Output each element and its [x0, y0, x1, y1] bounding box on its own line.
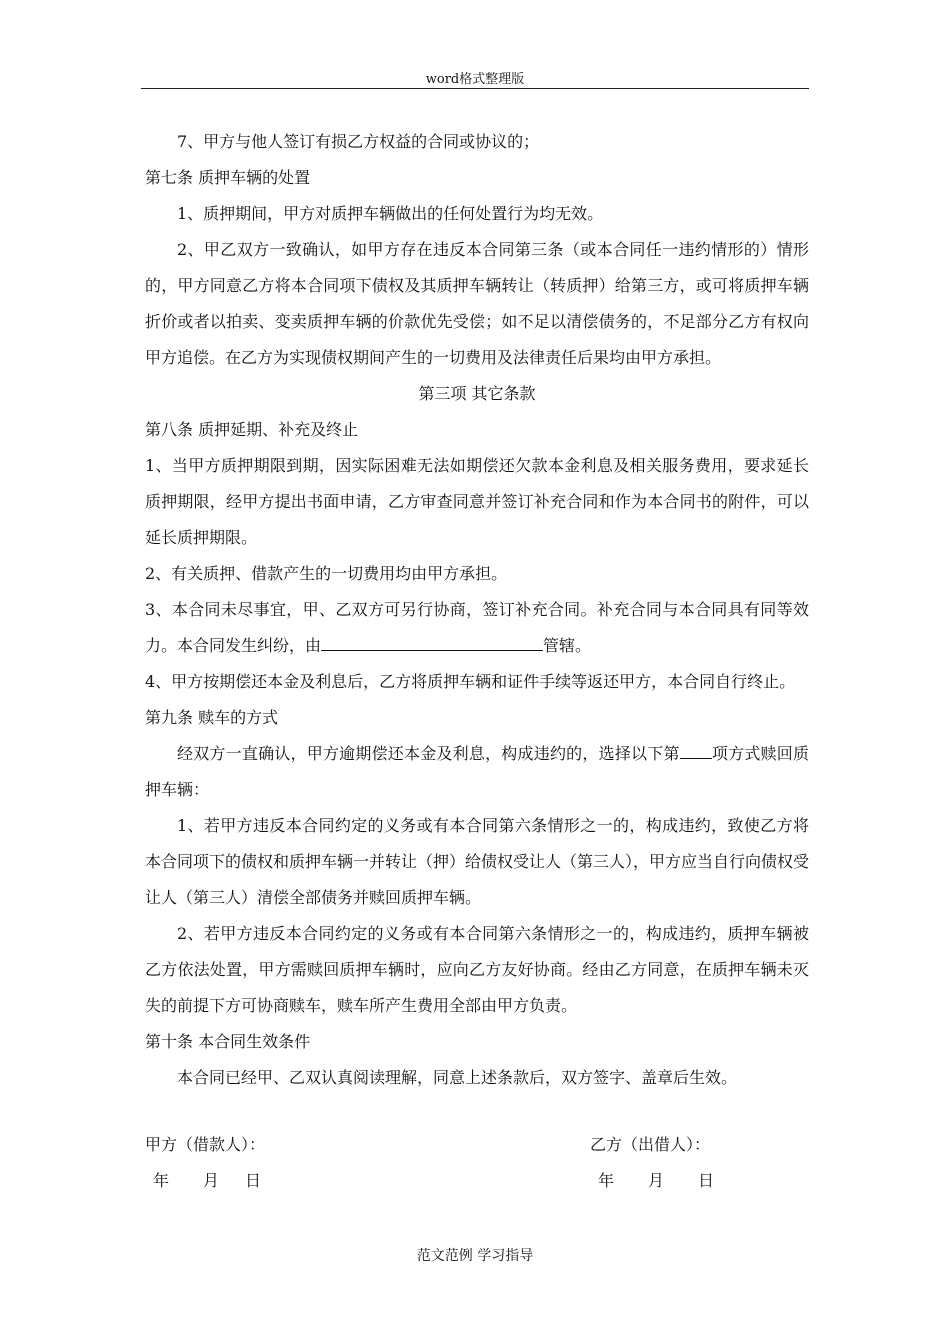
- party-b-date-day: 日: [698, 1171, 715, 1190]
- clause-item-7: 7、甲方与他人签订有损乙方权益的合同或协议的；: [177, 132, 540, 151]
- article-9-intro-suffix: 项方式赎回质押车辆：: [145, 744, 809, 799]
- jurisdiction-blank[interactable]: [321, 635, 543, 651]
- article-9-item-1: 1、若甲方违反本合同约定的义务或有本合同第六条情形之一的，构成违约，致使乙方将本合同项下的债权和质押车辆一并转让（押）给债权受让人（第三人），甲方应当自行向债权受让人（第三人）清偿全部债务并赎回质押车辆。: [145, 816, 810, 907]
- section-3-heading: 第三项 其它条款: [418, 384, 536, 403]
- article-7-item-2: 2、甲乙双方一致确认，如甲方存在违反本合同第三条（或本合同任一违约情形的）情形的，甲方同意乙方将本合同项下债权及其质押车辆转让（转质押）给第三方，或可将质押车辆折价或者以拍卖、变卖质押车辆的价款优先受偿；如不足以清偿债务的，不足部分乙方有权向甲方追偿。在乙方为实现债权期间产生的一切费用及法律责任后果均由甲方承担。: [145, 240, 809, 367]
- page-header: word格式整理版: [425, 72, 525, 87]
- header-divider: [141, 88, 809, 89]
- article-8-item-3: [145, 592, 809, 664]
- option-number-blank[interactable]: [680, 743, 712, 759]
- article-9-intro-text: 经双方一直确认，甲方逾期偿还本金及利息，构成违约的，选择以下第: [177, 744, 680, 763]
- party-a-date-month: 月: [203, 1171, 220, 1190]
- article-9-heading: 第九条 赎车的方式: [145, 708, 279, 727]
- document-body: [145, 124, 809, 1096]
- party-b-signature-label: 乙方（出借人）：: [590, 1135, 711, 1154]
- article-9-item-2: 2、若甲方违反本合同约定的义务或有本合同第六条情形之一的，构成违约，质押车辆被乙方依法处置，甲方需赎回质押车辆时，应向乙方友好协商。经由乙方同意，在质押车辆未灭失的前提下方可协商赎车，赎车所产生费用全部由甲方负责。: [145, 924, 809, 1015]
- party-a-date-year: 年: [153, 1171, 170, 1190]
- article-8-heading: 第八条 质押延期、补充及终止: [145, 420, 359, 439]
- party-a-signature-label: 甲方（借款人）：: [145, 1135, 266, 1154]
- page-footer: 范文范例 学习指导: [416, 1248, 534, 1264]
- party-a-date-day: 日: [245, 1171, 262, 1190]
- article-8-item-3-suffix: 管辖。: [543, 636, 592, 655]
- article-8-item-1: 1、当甲方质押期限到期，因实际困难无法如期偿还欠款本金利息及相关服务费用，要求延长质押期限，经甲方提出书面申请，乙方审查同意并签订补充合同和作为本合同书的附件，可以延长质押期限。: [145, 456, 809, 547]
- article-7-item-1: 1、质押期间，甲方对质押车辆做出的任何处置行为均无效。: [177, 204, 604, 223]
- article-10-heading: 第十条 本合同生效条件: [145, 1032, 311, 1051]
- article-8-item-3-text: 3、本合同未尽事宜，甲、乙双方可另行协商，签订补充合同。补充合同与本合同具有同等效力。本合同发生纠纷，由: [145, 600, 809, 655]
- party-b-date-month: 月: [648, 1171, 665, 1190]
- article-10-text: 本合同已经甲、乙双认真阅读理解，同意上述条款后，双方签字、盖章后生效。: [177, 1068, 738, 1087]
- article-7-heading: 第七条 质押车辆的处置: [145, 168, 311, 187]
- article-8-item-4: 4、甲方按期偿还本金及利息后，乙方将质押车辆和证件手续等返还甲方，本合同自行终止。: [145, 672, 796, 691]
- article-9-intro: [145, 736, 809, 808]
- article-8-item-2: 2、有关质押、借款产生的一切费用均由甲方承担。: [145, 564, 508, 583]
- party-b-date-year: 年: [598, 1171, 615, 1190]
